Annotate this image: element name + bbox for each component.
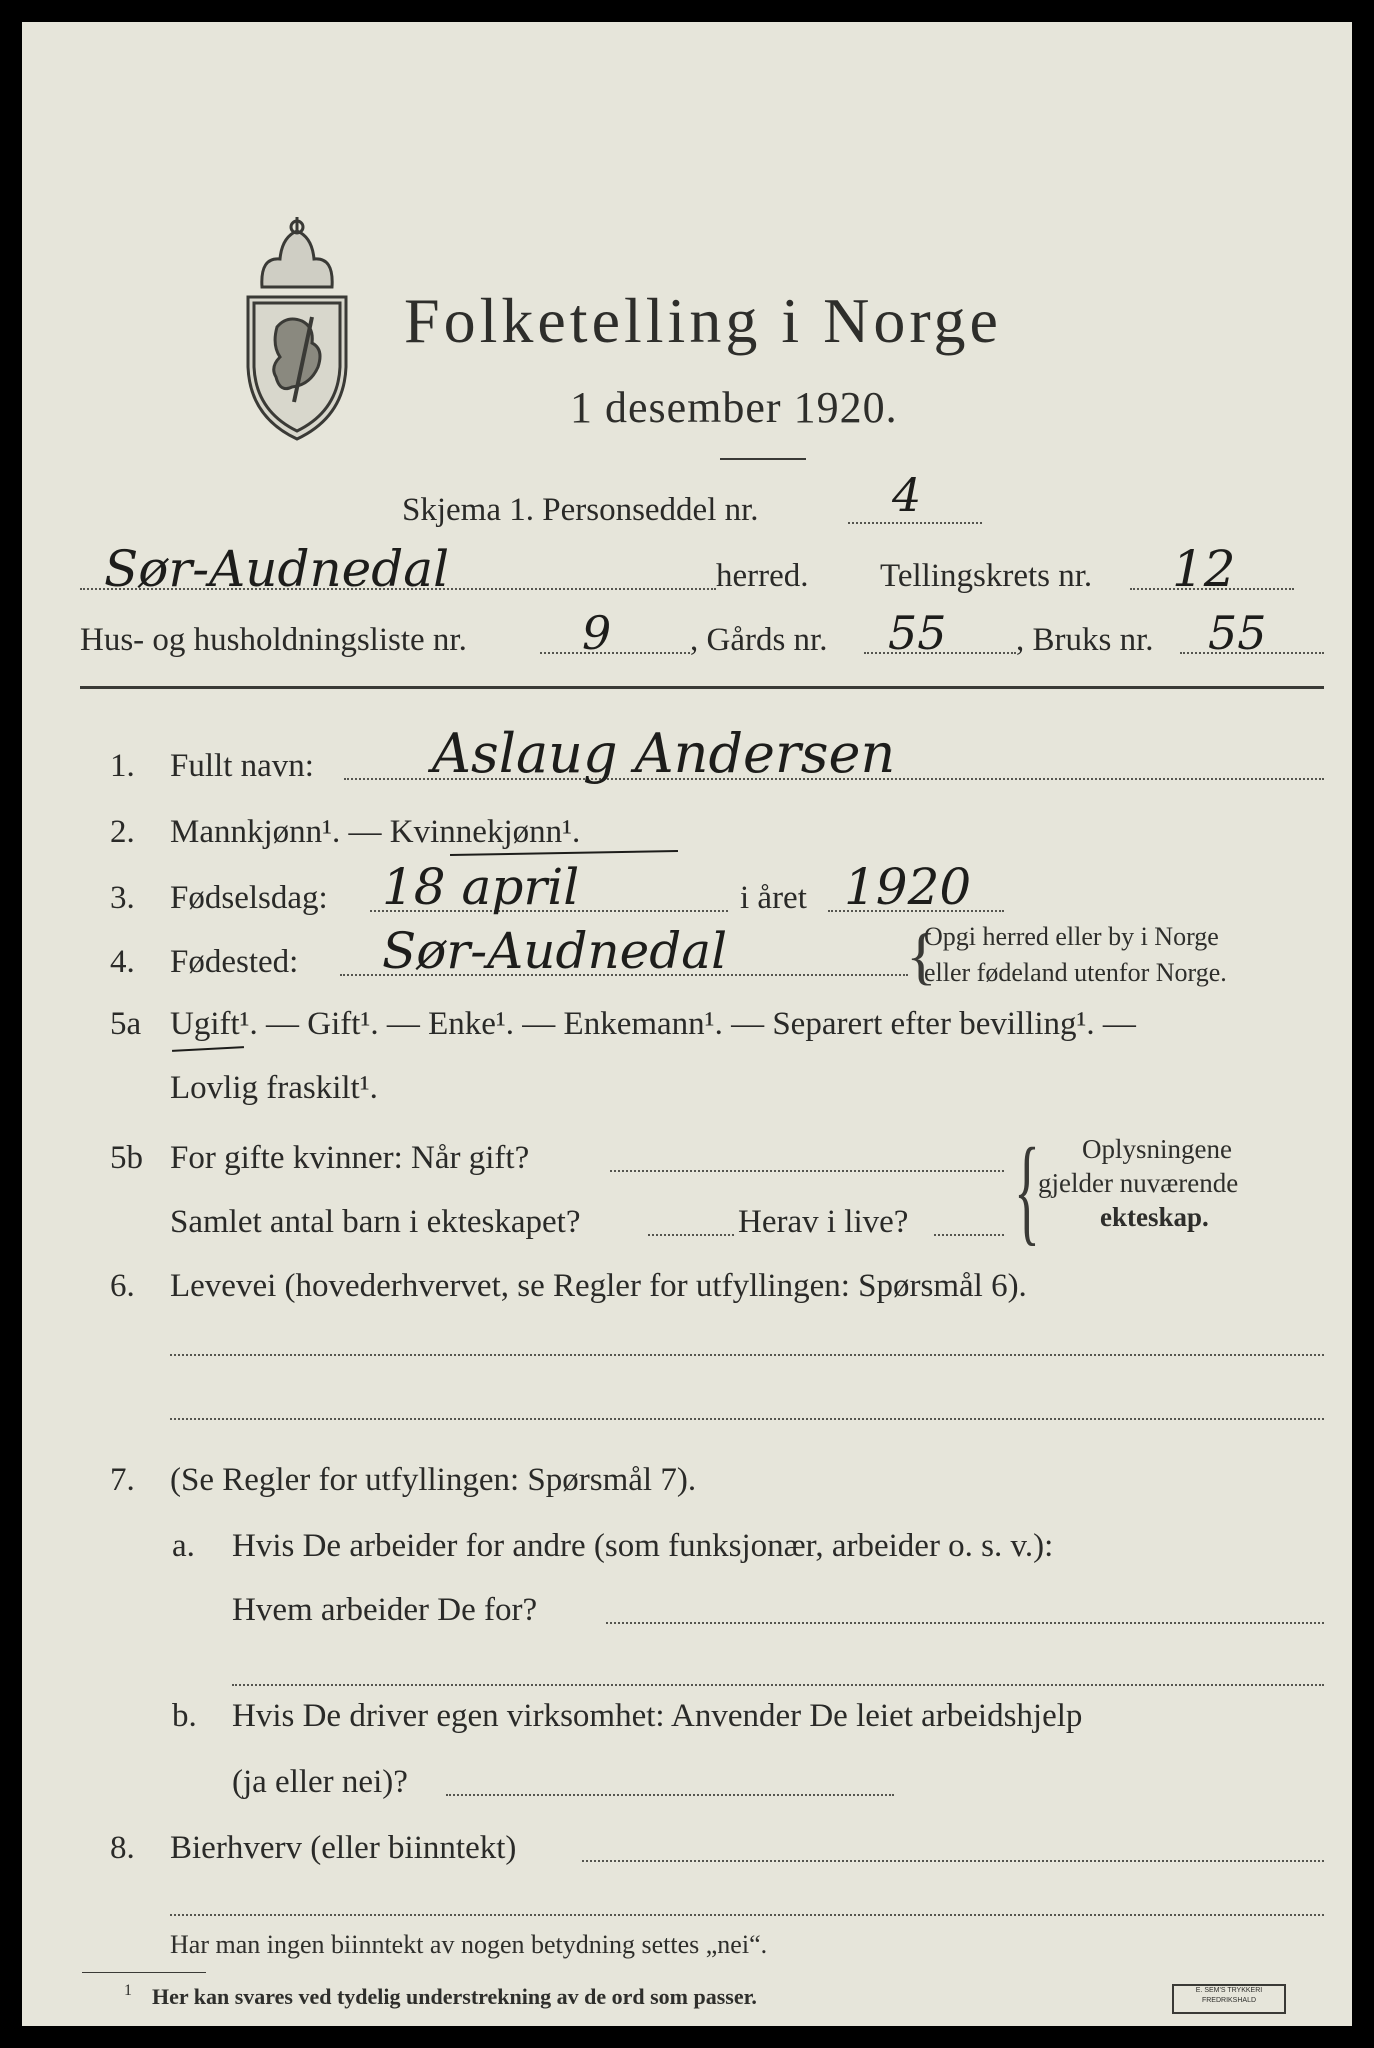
schema-label: Skjema 1. Personseddel nr. (402, 492, 759, 528)
tellingskrets-value[interactable]: 12 (1172, 540, 1236, 598)
personseddel-number[interactable]: 4 (892, 468, 922, 522)
q7b-line (446, 1794, 894, 1796)
full-name-value[interactable]: Aslaug Andersen (432, 722, 896, 785)
q4-number: 4. (110, 944, 135, 980)
q5a-label: Ugift¹. — Gift¹. — Enke¹. — Enkemann¹. — Separert efter bevilling¹. — (170, 1006, 1136, 1042)
q6-line-1 (170, 1354, 1324, 1356)
q5a-number: 5a (110, 1006, 142, 1042)
q7a-line-1 (606, 1622, 1324, 1624)
q6-line-2 (170, 1418, 1324, 1420)
q4-label: Fødested: (170, 944, 299, 980)
q5b-live-line (934, 1234, 1004, 1236)
q7b-label-2: (ja eller nei)? (232, 1764, 408, 1800)
q5b-label-1: For gifte kvinner: Når gift? (170, 1140, 530, 1176)
q5b-note-3: ekteskap. (1100, 1202, 1209, 1232)
norway-coat-of-arms-icon (232, 217, 362, 447)
q1-label: Fullt navn: (170, 748, 314, 784)
footnote-text: Her kan svares ved tydelig understrekning av de ord som passer. (152, 1984, 757, 2009)
q4-brace: { (906, 920, 937, 991)
q7-label: (Se Regler for utfyllingen: Spørsmål 7). (170, 1462, 697, 1498)
q8-line-1 (582, 1860, 1324, 1862)
title-divider (720, 458, 806, 460)
q3-number: 3. (110, 880, 135, 916)
census-form (22, 22, 1352, 2026)
q2-number: 2. (110, 814, 135, 850)
tellingskrets-label: Tellingskrets nr. (880, 558, 1093, 594)
q7b-letter: b. (172, 1698, 197, 1734)
printer-stamp (1172, 1984, 1286, 2014)
personseddel-line (848, 522, 982, 524)
hus-label: Hus- og husholdningsliste nr. (80, 622, 467, 658)
q6-label: Levevei (hovederhvervet, se Regler for utfyllingen: Spørsmål 6). (170, 1268, 1027, 1304)
q4-note-1: Opgi herred eller by i Norge (924, 922, 1219, 951)
q5b-number: 5b (110, 1140, 143, 1176)
header-divider (80, 686, 1324, 689)
q4-note-2: eller fødeland utenfor Norge. (924, 958, 1227, 987)
gards-value[interactable]: 55 (888, 606, 947, 660)
hus-line (540, 652, 690, 654)
q7a-label: Hvis De arbeider for andre (som funksjonær, arbeider o. s. v.): (232, 1528, 1054, 1564)
q7b-label: Hvis De driver egen virksomhet: Anvender De leiet arbeidshjelp (232, 1698, 1083, 1734)
q5b-note-2: gjelder nuværende (1038, 1168, 1239, 1198)
birth-year-value[interactable]: 1920 (844, 858, 972, 916)
q7a-label-2: Hvem arbeider De for? (232, 1592, 538, 1628)
q5b-barn-line (648, 1234, 734, 1236)
q8-line-2 (170, 1914, 1324, 1916)
footer-note: Har man ingen biinntekt av nogen betydning settes „nei“. (170, 1930, 768, 1959)
q5b-gift-line (610, 1170, 1004, 1172)
q7a-line-2 (232, 1684, 1324, 1686)
q1-number: 1. (110, 748, 135, 784)
q7-number: 7. (110, 1462, 135, 1498)
birthday-value[interactable]: 18 april (382, 858, 580, 916)
q7a-letter: a. (172, 1528, 195, 1564)
herred-label: herred. (716, 558, 809, 594)
form-date: 1 desember 1920. (570, 383, 898, 432)
q5a-label-2: Lovlig fraskilt¹. (170, 1070, 378, 1106)
q5b-brace: { (1014, 1123, 1040, 1256)
q3-label: Fødselsdag: (170, 880, 328, 916)
printer-name: E. SEM'S TRYKKERI (1195, 1987, 1263, 1994)
form-title: Folketelling i Norge (404, 285, 1002, 356)
q5b-note-1: Oplysningene (1082, 1134, 1232, 1164)
q6-number: 6. (110, 1268, 135, 1304)
herred-value[interactable]: Sør-Audnedal (104, 540, 450, 598)
hus-value[interactable]: 9 (582, 606, 612, 660)
gards-label: , Gårds nr. (690, 622, 828, 658)
q2-label: Mannkjønn¹. — Kvinnekjønn¹. (170, 814, 581, 850)
q8-number: 8. (110, 1830, 135, 1866)
q3-year-label: i året (740, 880, 807, 916)
q5b-label-3: Herav i live? (738, 1204, 909, 1240)
footnote-mark: 1 (124, 1982, 132, 1999)
ugift-underline (172, 1046, 244, 1052)
bruks-label: , Bruks nr. (1016, 622, 1154, 658)
birthplace-value[interactable]: Sør-Audnedal (382, 922, 728, 980)
bruks-value[interactable]: 55 (1208, 606, 1267, 660)
q8-label: Bierhverv (eller biinntekt) (170, 1830, 517, 1866)
printer-city: FREDRIKSHALD (1201, 1997, 1257, 2004)
footnote-divider (82, 1972, 206, 1973)
q5b-label-2: Samlet antal barn i ekteskapet? (170, 1204, 581, 1240)
